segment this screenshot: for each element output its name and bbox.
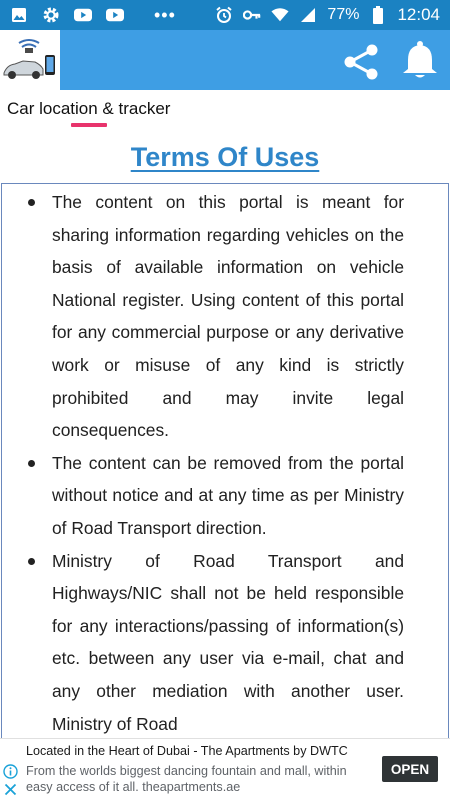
tab-indicator — [71, 123, 107, 127]
list-item: The content on this portal is meant for sharing information regarding vehicles on the basis of available information on vehicle National register. Using content of this portal for any commercial purpose or any derivative work or misuse of any kind is strictly prohibited and may invite legal consequences. — [24, 186, 404, 447]
clock: 12:04 — [397, 5, 440, 24]
ad-title[interactable]: Located in the Heart of Dubai - The Apartments by DWTC — [26, 744, 348, 758]
ad-description[interactable]: From the worlds biggest dancing fountain and mall, within easy access of it all. theapartments.ae — [26, 764, 347, 794]
notifications-button[interactable] — [398, 40, 442, 80]
battery-percent: 77% — [327, 6, 360, 23]
terms-list — [2, 184, 448, 740]
share-icon — [339, 44, 383, 80]
page-title: Terms Of Uses — [130, 142, 320, 172]
ad-info-icon[interactable] — [3, 764, 18, 779]
app-logo — [0, 30, 60, 90]
key-icon — [243, 6, 261, 24]
terms-content[interactable] — [1, 183, 449, 743]
app-bar — [0, 30, 450, 130]
image-icon — [10, 6, 28, 24]
wifi-icon — [271, 6, 289, 24]
alarm-icon — [215, 6, 233, 24]
battery-icon — [369, 6, 387, 24]
ad-banner[interactable] — [0, 738, 450, 800]
list-item: The content can be removed from the portal without notice and at any time as per Ministry of Road Transport direction. — [24, 447, 404, 545]
youtube-icon — [106, 6, 124, 24]
status-bar — [0, 0, 450, 30]
share-button[interactable] — [338, 44, 384, 80]
close-icon[interactable] — [3, 782, 18, 797]
ad-open-button[interactable]: OPEN — [382, 756, 438, 782]
list-item: Ministry of Road Transport and Highways/NIC shall not be held responsible for any interactions/passing of information(s) etc. between any user via e-mail, chat and any other mediation with another user. Ministry of Road — [24, 545, 404, 741]
signal-icon — [299, 6, 317, 24]
settings-gear-icon — [42, 6, 60, 24]
tab-strip — [0, 90, 450, 130]
tab-car-location-tracker[interactable]: Car location & tracker — [7, 99, 171, 118]
bell-icon — [401, 40, 439, 80]
notification-overflow: ••• — [154, 4, 176, 25]
youtube-icon — [74, 6, 92, 24]
